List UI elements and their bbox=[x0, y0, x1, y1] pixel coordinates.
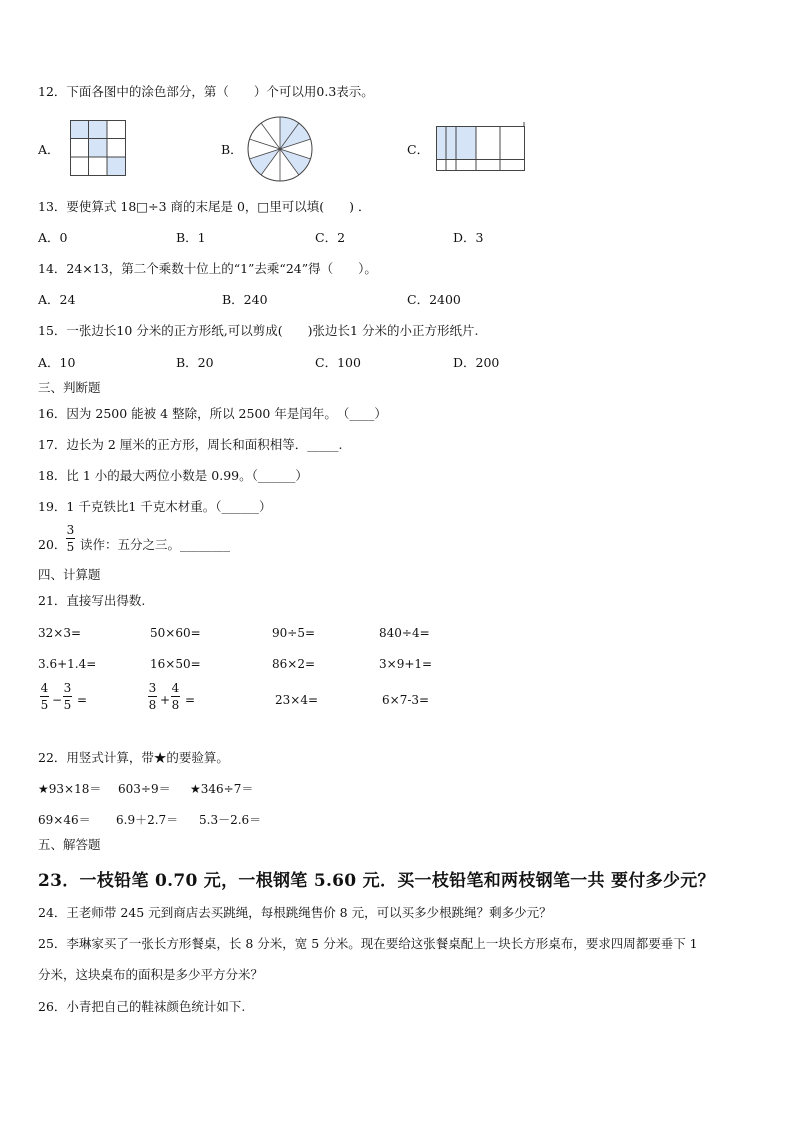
q13-option-d: D．3 bbox=[453, 230, 484, 245]
question-18: 18．比 1 小的最大两位小数是 0.99。（______） bbox=[38, 468, 308, 483]
vertical-calc-item: 69×46＝ bbox=[38, 813, 91, 827]
q20-fraction bbox=[66, 523, 75, 554]
fraction-denominator: 5 bbox=[66, 540, 75, 554]
q13-option-c: C．2 bbox=[315, 230, 346, 245]
option-b-label: B． bbox=[221, 142, 243, 157]
calc-item: 86×2= bbox=[272, 657, 316, 671]
fraction-4-8 bbox=[171, 681, 180, 712]
fraction-numerator: 4 bbox=[40, 681, 49, 695]
fraction-denominator: 8 bbox=[148, 698, 157, 712]
question-15: 15．一张边长10 分米的正方形纸,可以剪成( )张边长1 分米的小正方形纸片. bbox=[38, 323, 479, 338]
fraction-3-5 bbox=[63, 681, 72, 712]
question-16: 16．因为 2500 能被 4 整除，所以 2500 年是闰年。 （____） bbox=[38, 406, 387, 421]
section-answer-heading: 五、解答题 bbox=[38, 837, 101, 852]
fraction-denominator: 5 bbox=[40, 698, 49, 712]
question-19: 19．1 千克铁比1 千克木材重。（______） bbox=[38, 499, 272, 514]
fraction-denominator: 5 bbox=[63, 698, 72, 712]
option-c-label: C． bbox=[407, 142, 430, 157]
question-20-text: 读作：五分之三。________ bbox=[80, 537, 231, 552]
section-judgment-heading: 三、判断题 bbox=[38, 380, 101, 395]
calc-item: 6×7-3= bbox=[382, 693, 430, 707]
fraction-3-8 bbox=[148, 681, 157, 712]
question-26: 26．小青把自己的鞋袜颜色统计如下. bbox=[38, 999, 246, 1014]
q14-option-b: B．240 bbox=[222, 292, 268, 307]
vertical-calc-item: ★346÷7＝ bbox=[190, 782, 254, 796]
calc-item: 3.6+1.4= bbox=[38, 657, 97, 671]
calc-item: 50×60= bbox=[150, 626, 201, 640]
question-21: 21．直接写出得数. bbox=[38, 593, 146, 608]
calc-item: 90÷5= bbox=[272, 626, 316, 640]
calc-item: 3×9+1= bbox=[379, 657, 433, 671]
fraction-numerator: 3 bbox=[66, 523, 75, 537]
section-calc-heading: 四、计算题 bbox=[38, 567, 101, 582]
equals-sign: = bbox=[185, 693, 196, 707]
fraction-4-5 bbox=[40, 681, 49, 712]
vertical-calc-item: ★93×18＝ bbox=[38, 782, 102, 796]
question-13: 13．要使算式 18□÷3 商的末尾是 0，□里可以填( ) ． bbox=[38, 199, 371, 214]
fraction-numerator: 4 bbox=[171, 681, 180, 695]
equals-sign: = bbox=[77, 693, 88, 707]
calc-item: 32×3= bbox=[38, 626, 82, 640]
calc-item: 16×50= bbox=[150, 657, 201, 671]
option-a-label: A． bbox=[38, 142, 60, 157]
minus-sign: − bbox=[52, 693, 63, 707]
q14-option-c: C．2400 bbox=[407, 292, 461, 307]
calc-item: 840÷4= bbox=[379, 626, 430, 640]
question-25-line2: 分米，这块桌布的面积是多少平方分米？ bbox=[38, 967, 264, 982]
fraction-numerator: 3 bbox=[63, 681, 72, 695]
q15-option-d: D．200 bbox=[453, 355, 500, 370]
q15-option-b: B．20 bbox=[176, 355, 214, 370]
vertical-calc-item: 5.3－2.6＝ bbox=[199, 813, 262, 827]
question-22: 22．用竖式计算，带★的要验算。 bbox=[38, 750, 229, 765]
q15-option-c: C．100 bbox=[315, 355, 361, 370]
fraction-numerator: 3 bbox=[148, 681, 157, 695]
figure-a-grid bbox=[70, 120, 126, 176]
q14-option-a: A．24 bbox=[38, 292, 76, 307]
calc-item: 23×4= bbox=[275, 693, 319, 707]
question-17: 17．边长为 2 厘米的正方形，周长和面积相等．_____. bbox=[38, 437, 343, 452]
vertical-calc-item: 6.9＋2.7＝ bbox=[116, 813, 179, 827]
question-24: 24．王老师带 245 元到商店去买跳绳，每根跳绳售价 8 元，可以买多少根跳绳？剩多少元？ bbox=[38, 905, 552, 920]
fraction-denominator: 8 bbox=[171, 698, 180, 712]
q13-option-b: B．1 bbox=[176, 230, 206, 245]
question-23: 23．一枝铅笔 0.70 元，一根钢笔 5.60 元．买一枝铅笔和两枝钢笔一共 要付多少元？ bbox=[38, 871, 715, 891]
question-12: 12．下面各图中的涂色部分，第（ ）个可以用0.3表示。 bbox=[38, 84, 374, 99]
figure-b-circle bbox=[247, 116, 313, 182]
q15-option-a: A．10 bbox=[38, 355, 76, 370]
q13-option-a: A．0 bbox=[38, 230, 68, 245]
plus-sign: + bbox=[160, 693, 171, 707]
question-14: 14．24×13，第二个乘数十位上的“1”去乘“24”得（ ）。 bbox=[38, 261, 377, 276]
question-25-line1: 25．李琳家买了一张长方形餐桌，长 8 分米，宽 5 分米。现在要给这张餐桌配上一块长方形桌布，要求四周都要垂下 1 bbox=[38, 936, 698, 951]
vertical-calc-item: 603÷9＝ bbox=[118, 782, 171, 796]
figure-c-bar bbox=[436, 122, 528, 174]
question-20-number: 20． bbox=[38, 537, 67, 552]
